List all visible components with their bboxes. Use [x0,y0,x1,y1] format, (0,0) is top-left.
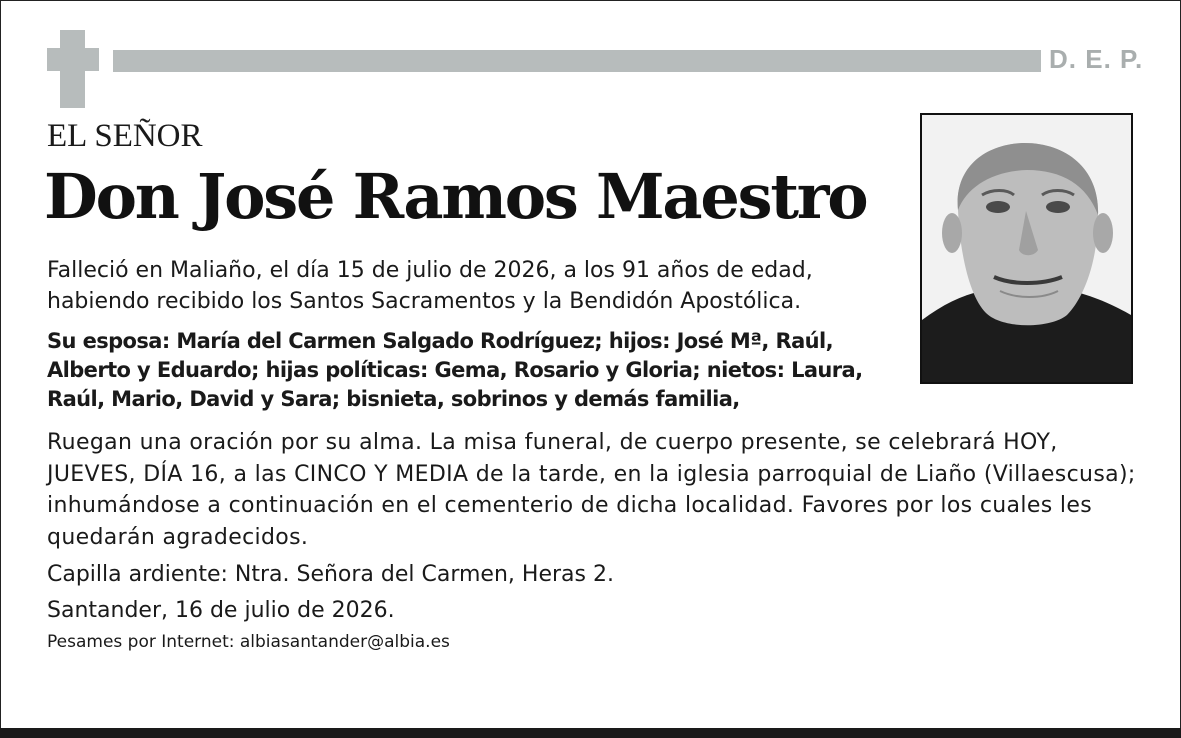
header-rule [113,50,1041,72]
dep-label: D. E. P. [1049,44,1144,74]
family-list: Su esposa: María del Carmen Salgado Rodríguez; hijos: José Mª, Raúl, Alberto y Eduardo; hijas políticas: Gema, Rosario y Gloria; nietos: Laura, Raúl, Mario, David y Sara; bisnieta, sobrinos y demás familia, [47,329,863,411]
date-place: Santander, 16 de julio de 2026. [47,598,395,623]
cross-icon-arm [47,48,99,71]
death-notice: Falleció en Maliaño, el día 15 de julio de 2026, a los 91 años de edad, habiendo recibido los Santos Sacramentos y la Bendidón Apostólica. [47,258,813,314]
bottom-rule [0,728,1181,738]
deceased-photo [920,113,1133,384]
chapel-info: Capilla ardiente: Ntra. Señora del Carmen, Heras 2. [47,562,614,587]
deceased-name: Don José Ramos Maestro [44,160,867,233]
honorific: EL SEÑOR [47,118,203,154]
condolences-contact: Pesames por Internet: albiasantander@albia.es [47,632,450,652]
funeral-details: Ruegan una oración por su alma. La misa funeral, de cuerpo presente, se celebrará HOY, JUEVES, DÍA 16, a las CINCO Y MEDIA de la tarde, en la iglesia parroquial de Liaño (Villaescusa); inhumándose a continuación en el cementerio de dicha localidad. Favores por los cuales les quedarán agradecidos. [47,430,1136,550]
portrait-image [922,115,1131,382]
